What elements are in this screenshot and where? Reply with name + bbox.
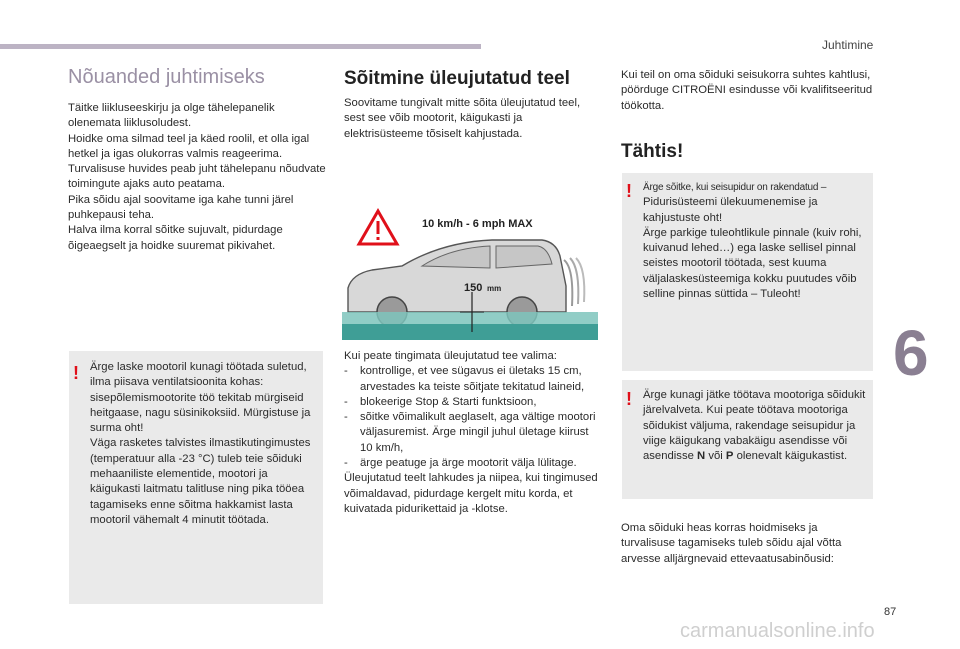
col3-warning-box-1 <box>622 173 873 371</box>
col3-heading: Tähtis! <box>621 141 684 162</box>
col2-intro: Soovitame tungivalt mitte sõita üleujutatud teel, sest see võib mootorit, käigukasti ja elektrisüsteeme tõsiselt kahjustada. <box>344 97 581 140</box>
watermark: carmanualsonline.info <box>680 620 875 642</box>
col2-outro: Üleujutatud teelt lahkudes ja niipea, kui tingimused võimaldavad, pidurdage kergelt mitu korda, et kuivatada pidurikettaid ja -klotse. <box>344 472 598 515</box>
section-title: Juhtimine <box>822 38 874 52</box>
col1-paragraph: Hoidke oma silmad teel ja käed roolil, et olla igal hetkel ja igas olukorras valmis reageerima. <box>68 132 310 160</box>
warning-icon: ! <box>626 389 632 409</box>
col1-paragraph: Halva ilma korral sõitke sujuvalt, pidurdage õigeaegselt ja hoidke suuremat pikivahet. <box>68 224 283 252</box>
col1-paragraph: Turvalisuse huvides peab juht tähelepanu nõudvate toimingute ajaks auto peatama. <box>68 163 326 191</box>
chapter-number: 6 <box>893 317 929 389</box>
warning-paragraph <box>643 388 869 464</box>
warning-paragraph: Ärge laske mootoril kunagi töötada suletud, ilma piisava ventilatsioonita kohas: sisepõlemismootorite töö tekitab mürgiseid heitgaase, nagu süsinikoksiid. Mürgistuse ja surma oht! <box>90 361 311 435</box>
warning-text: või <box>705 450 726 463</box>
gear-p: P <box>725 450 734 463</box>
flooded-road-illustration <box>342 208 598 342</box>
col1-paragraph: Täitke liikluseeskirju ja olge tähelepanelik olenemata liiklusoludest. <box>68 102 275 130</box>
warning-triangle-dot <box>377 237 380 240</box>
warning-paragraph: Ärge parkige tuleohtlikule pinnale (kuiv rohi, kuivanud lehed…) ega laske sellisel pinnal seistes mootoril töötada, sest kuuma väljalaskesüsteemiga kokku puutudes võib selline pinnas süttida – Tuleoht! <box>643 226 862 301</box>
warning-paragraph: Pidurisüsteemi ülekuumenemise ja kahjustuste oht! <box>643 196 818 224</box>
col1-heading: Nõuanded juhtimiseks <box>68 66 265 88</box>
col2-lead: Kui peate tingimata üleujutatud tee valima: <box>344 350 557 362</box>
col3-warning-box-2 <box>622 380 873 499</box>
gear-n: N <box>697 450 706 463</box>
speed-limit-label: 10 km/h - 6 mph MAX <box>422 218 533 230</box>
warning-paragraph: Ärge sõitke, kui seisupidur on rakendatud – <box>643 182 827 193</box>
warning-icon: ! <box>626 181 632 201</box>
warning-text: olenevalt käigukastist. <box>733 450 848 463</box>
road-water <box>342 324 598 340</box>
water-surface <box>342 312 598 324</box>
car-diagram <box>342 208 598 342</box>
warning-triangle-bar <box>377 221 380 234</box>
col2-bullet-list <box>344 364 602 471</box>
depth-value: 150 <box>464 282 483 294</box>
page-number: 87 <box>884 606 897 618</box>
col1-warning-box <box>69 351 323 604</box>
depth-unit: mm <box>487 284 502 293</box>
warning-paragraph: Väga rasketes talvistes ilmastikutingimustes (temperatuur alla -23 °C) tuleb teie sõiduki mehaaniliste elementide, mootori ja käigukasti laitmatu talitluse ning pika tööea tagamiseks enne sõitma hakkamist lasta mootoril vähemalt 4 minutit töötada. <box>90 437 311 526</box>
col2-body <box>344 349 602 517</box>
list-item: - sõitke võimalikult aeglaselt, aga vältige mootori väljasuremist. Ärge mingil juhul ületage kiirust 10 km/h, <box>344 410 602 456</box>
col1-warning-text <box>90 360 320 528</box>
col1-paragraph: Pika sõidu ajal soovitame iga kahe tunni järel puhkepausi teha. <box>68 193 294 222</box>
list-item: - kontrollige, et vee sügavus ei ületaks 15 cm, arvestades ka teiste sõitjate tekitatud laineid, <box>344 364 602 395</box>
chapter-tab <box>883 318 960 392</box>
header-bar <box>0 44 481 49</box>
col2-heading: Sõitmine üleujutatud teel <box>344 68 570 89</box>
car-window <box>496 246 552 268</box>
list-item: - blokeerige Stop & Starti funktsioon, <box>344 395 602 410</box>
warning-text: Ärge kunagi jätke töötava mootoriga sõidukit järelvalveta. Kui peate töötava mootoriga sõidukist väljuma, rakendage seisupidur ja viige käigukang vabakäigu asendisse või asendisse <box>643 389 866 463</box>
col3-warning-text-2 <box>643 388 869 464</box>
col3-outro: Oma sõiduki heas korras hoidmiseks ja turvalisuse tagamiseks tuleb sõidu ajal võtta arvesse alljärgnevaid ettevaatusabinõusid: <box>621 522 842 565</box>
col3-warning-text-1 <box>643 180 869 302</box>
list-item: - ärge peatuge ja ärge mootorit välja lülitage. <box>344 456 602 471</box>
col1-text <box>68 101 326 254</box>
warning-icon: ! <box>73 363 79 383</box>
col3-intro: Kui teil on oma sõiduki seisukorra suhtes kahtlusi, pöörduge CITROËNI esindusse või kvalifitseeritud töökotta. <box>621 69 873 112</box>
